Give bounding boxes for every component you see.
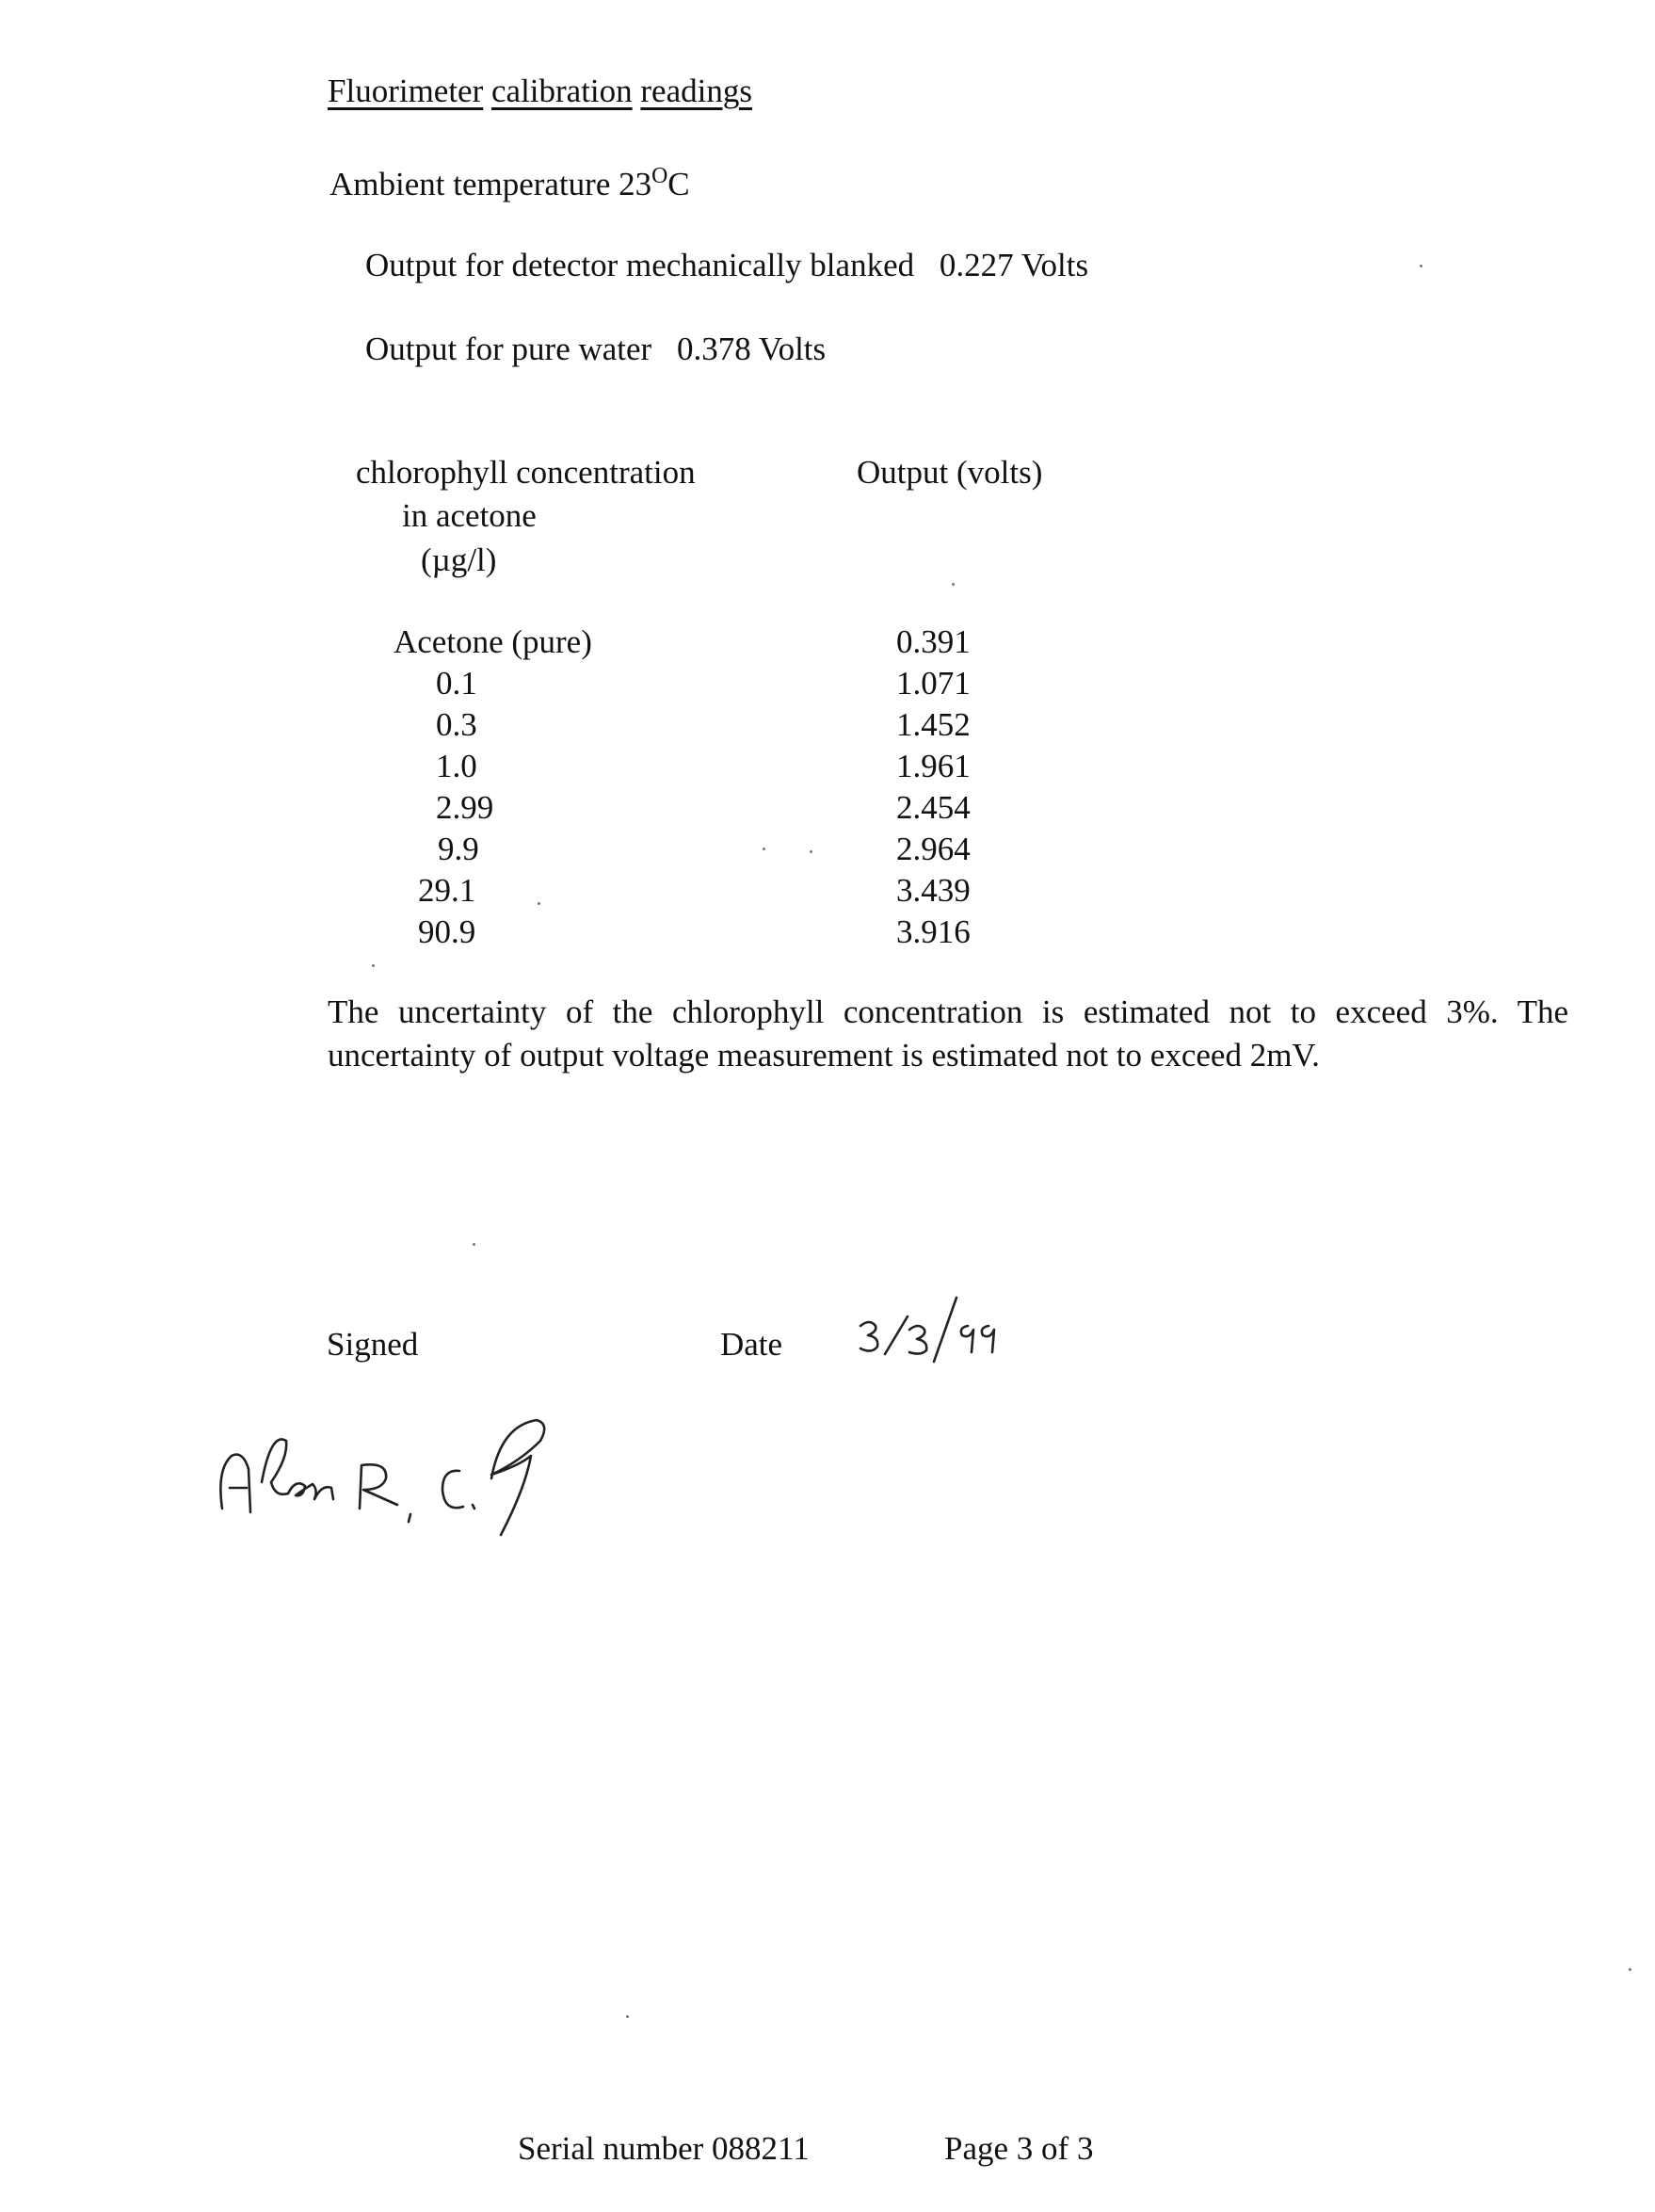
table-cell-output: 3.916: [896, 913, 971, 950]
table-cell-concentration: 0.3: [436, 706, 477, 743]
scan-speck: [763, 848, 765, 850]
table-cell-output: 3.439: [896, 872, 971, 909]
signature-drawing: [209, 1403, 586, 1554]
scan-speck: [626, 2015, 629, 2018]
blanked-output: [365, 246, 1088, 285]
page-number: Page 3 of 3: [944, 2130, 1094, 2167]
date-label: Date: [720, 1326, 783, 1363]
table-cell-output: 2.454: [896, 789, 971, 826]
serial-number: Serial number 088211: [518, 2130, 810, 2167]
scan-speck: [538, 902, 540, 905]
scan-speck: [1629, 1968, 1631, 1971]
title-word-calibration: calibration: [491, 73, 633, 109]
ambient-unit: C: [667, 166, 690, 203]
scan-speck: [1420, 265, 1422, 267]
header-concentration-unit: (µg/l): [421, 541, 497, 578]
handwritten-date: [847, 1292, 1036, 1367]
table-cell-concentration: 29.1: [418, 872, 476, 909]
degree-symbol: O: [651, 164, 668, 188]
scan-speck: [952, 583, 955, 586]
document-title: [328, 72, 752, 111]
water-value: 0.378 Volts: [676, 331, 827, 367]
table-cell-output: 1.452: [896, 706, 971, 743]
table-cell-concentration: 0.1: [436, 665, 477, 702]
table-cell-concentration: 2.99: [436, 789, 494, 826]
table-cell-output: 1.071: [896, 665, 971, 702]
blanked-value: 0.227 Volts: [939, 247, 1089, 283]
table-cell-concentration: 9.9: [438, 831, 479, 867]
ambient-label: Ambient temperature 23: [329, 166, 652, 203]
table-cell-output: 2.964: [896, 831, 971, 867]
header-concentration-line2: in acetone: [402, 497, 537, 534]
signature: [209, 1403, 586, 1554]
ambient-temperature: [329, 163, 690, 204]
scan-speck: [372, 964, 375, 967]
title-word-fluorimeter: Fluorimeter: [328, 73, 484, 109]
uncertainty-paragraph: The uncertainty of the chlorophyll concentration is estimated not to exceed 3%. The uncertainty of output voltage measurement is estimated not to exceed 2mV.: [328, 993, 1568, 1074]
scan-speck: [810, 850, 812, 853]
scan-speck: [473, 1243, 475, 1246]
pure-water-output: [365, 330, 826, 369]
blanked-label: Output for detector mechanically blanked: [365, 247, 915, 283]
header-output: Output (volts): [857, 454, 1043, 491]
table-cell-concentration: Acetone (pure): [394, 623, 592, 660]
output-column: [896, 622, 971, 953]
table-cell-output: 0.391: [896, 623, 971, 660]
table-cell-concentration: 90.9: [418, 913, 476, 950]
water-label: Output for pure water: [365, 331, 652, 367]
concentration-column: [394, 622, 592, 953]
header-concentration-line1: chlorophyll concentration: [356, 454, 696, 491]
signed-label: Signed: [327, 1326, 419, 1363]
handwritten-date-drawing: [847, 1292, 1036, 1367]
table-cell-output: 1.961: [896, 748, 971, 784]
title-word-readings: readings: [640, 73, 752, 109]
table-cell-concentration: 1.0: [436, 748, 477, 784]
